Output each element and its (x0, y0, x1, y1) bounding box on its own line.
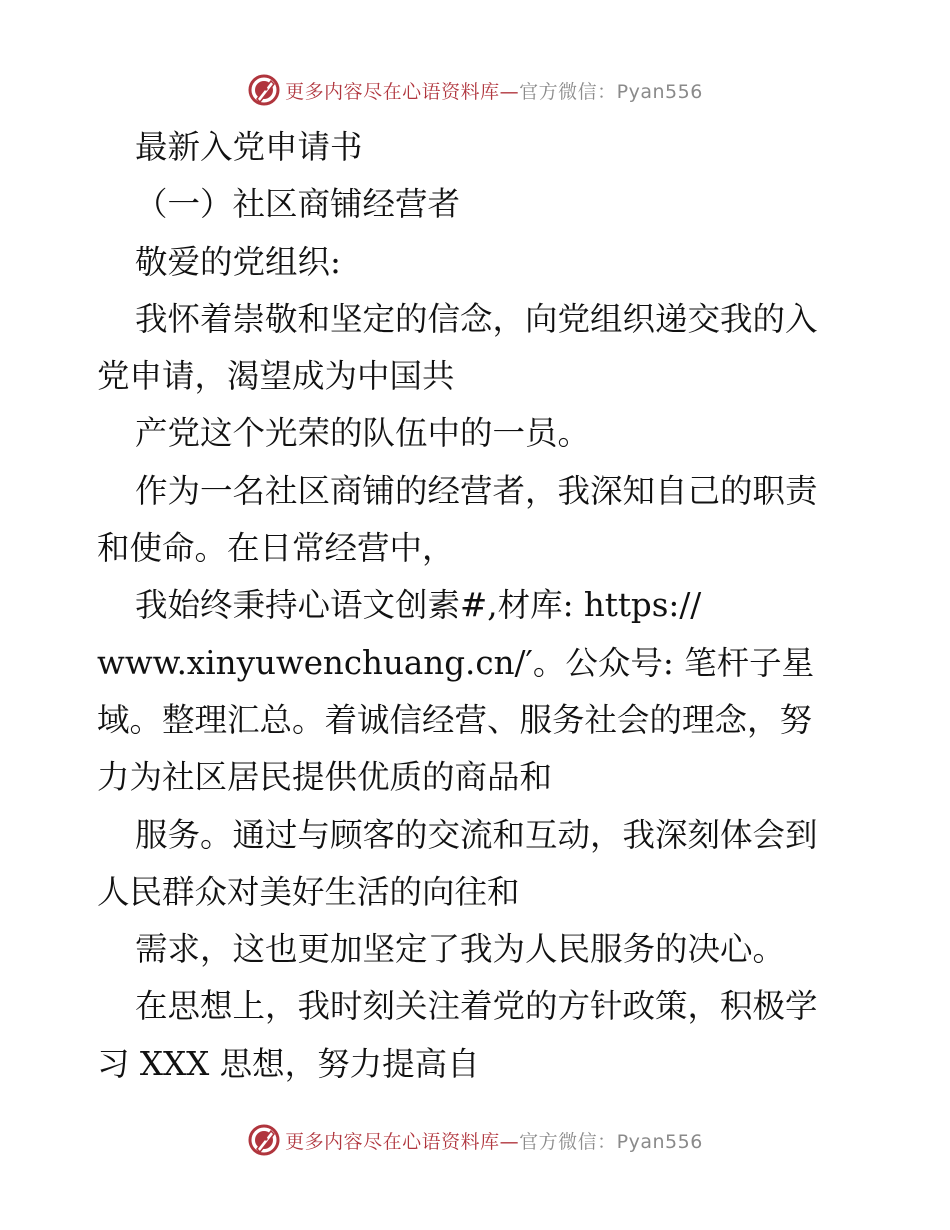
document-line: 作为一名社区商铺的经营者，我深知自己的职责 (135, 471, 818, 510)
document-line: 在思想上，我时刻关注着党的方针政策，积极学 (135, 987, 818, 1026)
watermark-text (285, 1127, 703, 1154)
pen-nib-logo-icon (247, 73, 281, 107)
watermark-wechat-text: 官方微信：Pyan556 (519, 80, 703, 103)
document-line: 我始终秉持心语文创素#,材库: https:// (135, 586, 702, 625)
watermark-wechat-text: 官方微信：Pyan556 (519, 1130, 703, 1153)
document-body (97, 119, 857, 1093)
document-line: 力为社区居民提供优质的商品和 (97, 758, 553, 797)
pen-nib-logo-icon (247, 1123, 281, 1157)
document-line: （一）社区商铺经营者 (135, 185, 461, 224)
footer-watermark (0, 1120, 950, 1160)
document-line: 服务。通过与顾客的交流和互动，我深刻体会到 (135, 815, 818, 854)
document-line: 最新入党申请书 (135, 128, 363, 166)
watermark-text (285, 77, 703, 104)
document-line: www.xinyuwenchuang.cn/′。公众号: 笔杆子星 (97, 643, 815, 682)
document-line: 域。整理汇总。着诚信经营、服务社会的理念，努 (97, 700, 813, 739)
watermark-dash: — (499, 1130, 520, 1153)
header-watermark (0, 70, 950, 110)
document-line: 习 XXX 思想，努力提高自 (97, 1044, 480, 1083)
watermark-dash: — (499, 80, 520, 103)
watermark-main-text: 更多内容尽在心语资料库 (285, 80, 500, 103)
document-line: 敬爱的党组织: (135, 242, 341, 281)
document-line: 需求，这也更加坚定了我为人民服务的决心。 (135, 930, 786, 969)
document-line: 和使命。在日常经营中， (97, 529, 455, 568)
document-line: 产党这个光荣的队伍中的一员。 (135, 414, 591, 453)
document-line: 人民群众对美好生活的向往和 (97, 872, 520, 911)
watermark-main-text: 更多内容尽在心语资料库 (285, 1130, 500, 1153)
document-line: 我怀着崇敬和坚定的信念，向党组织递交我的入 (135, 299, 818, 338)
document-line: 党申请，渴望成为中国共 (97, 357, 455, 396)
